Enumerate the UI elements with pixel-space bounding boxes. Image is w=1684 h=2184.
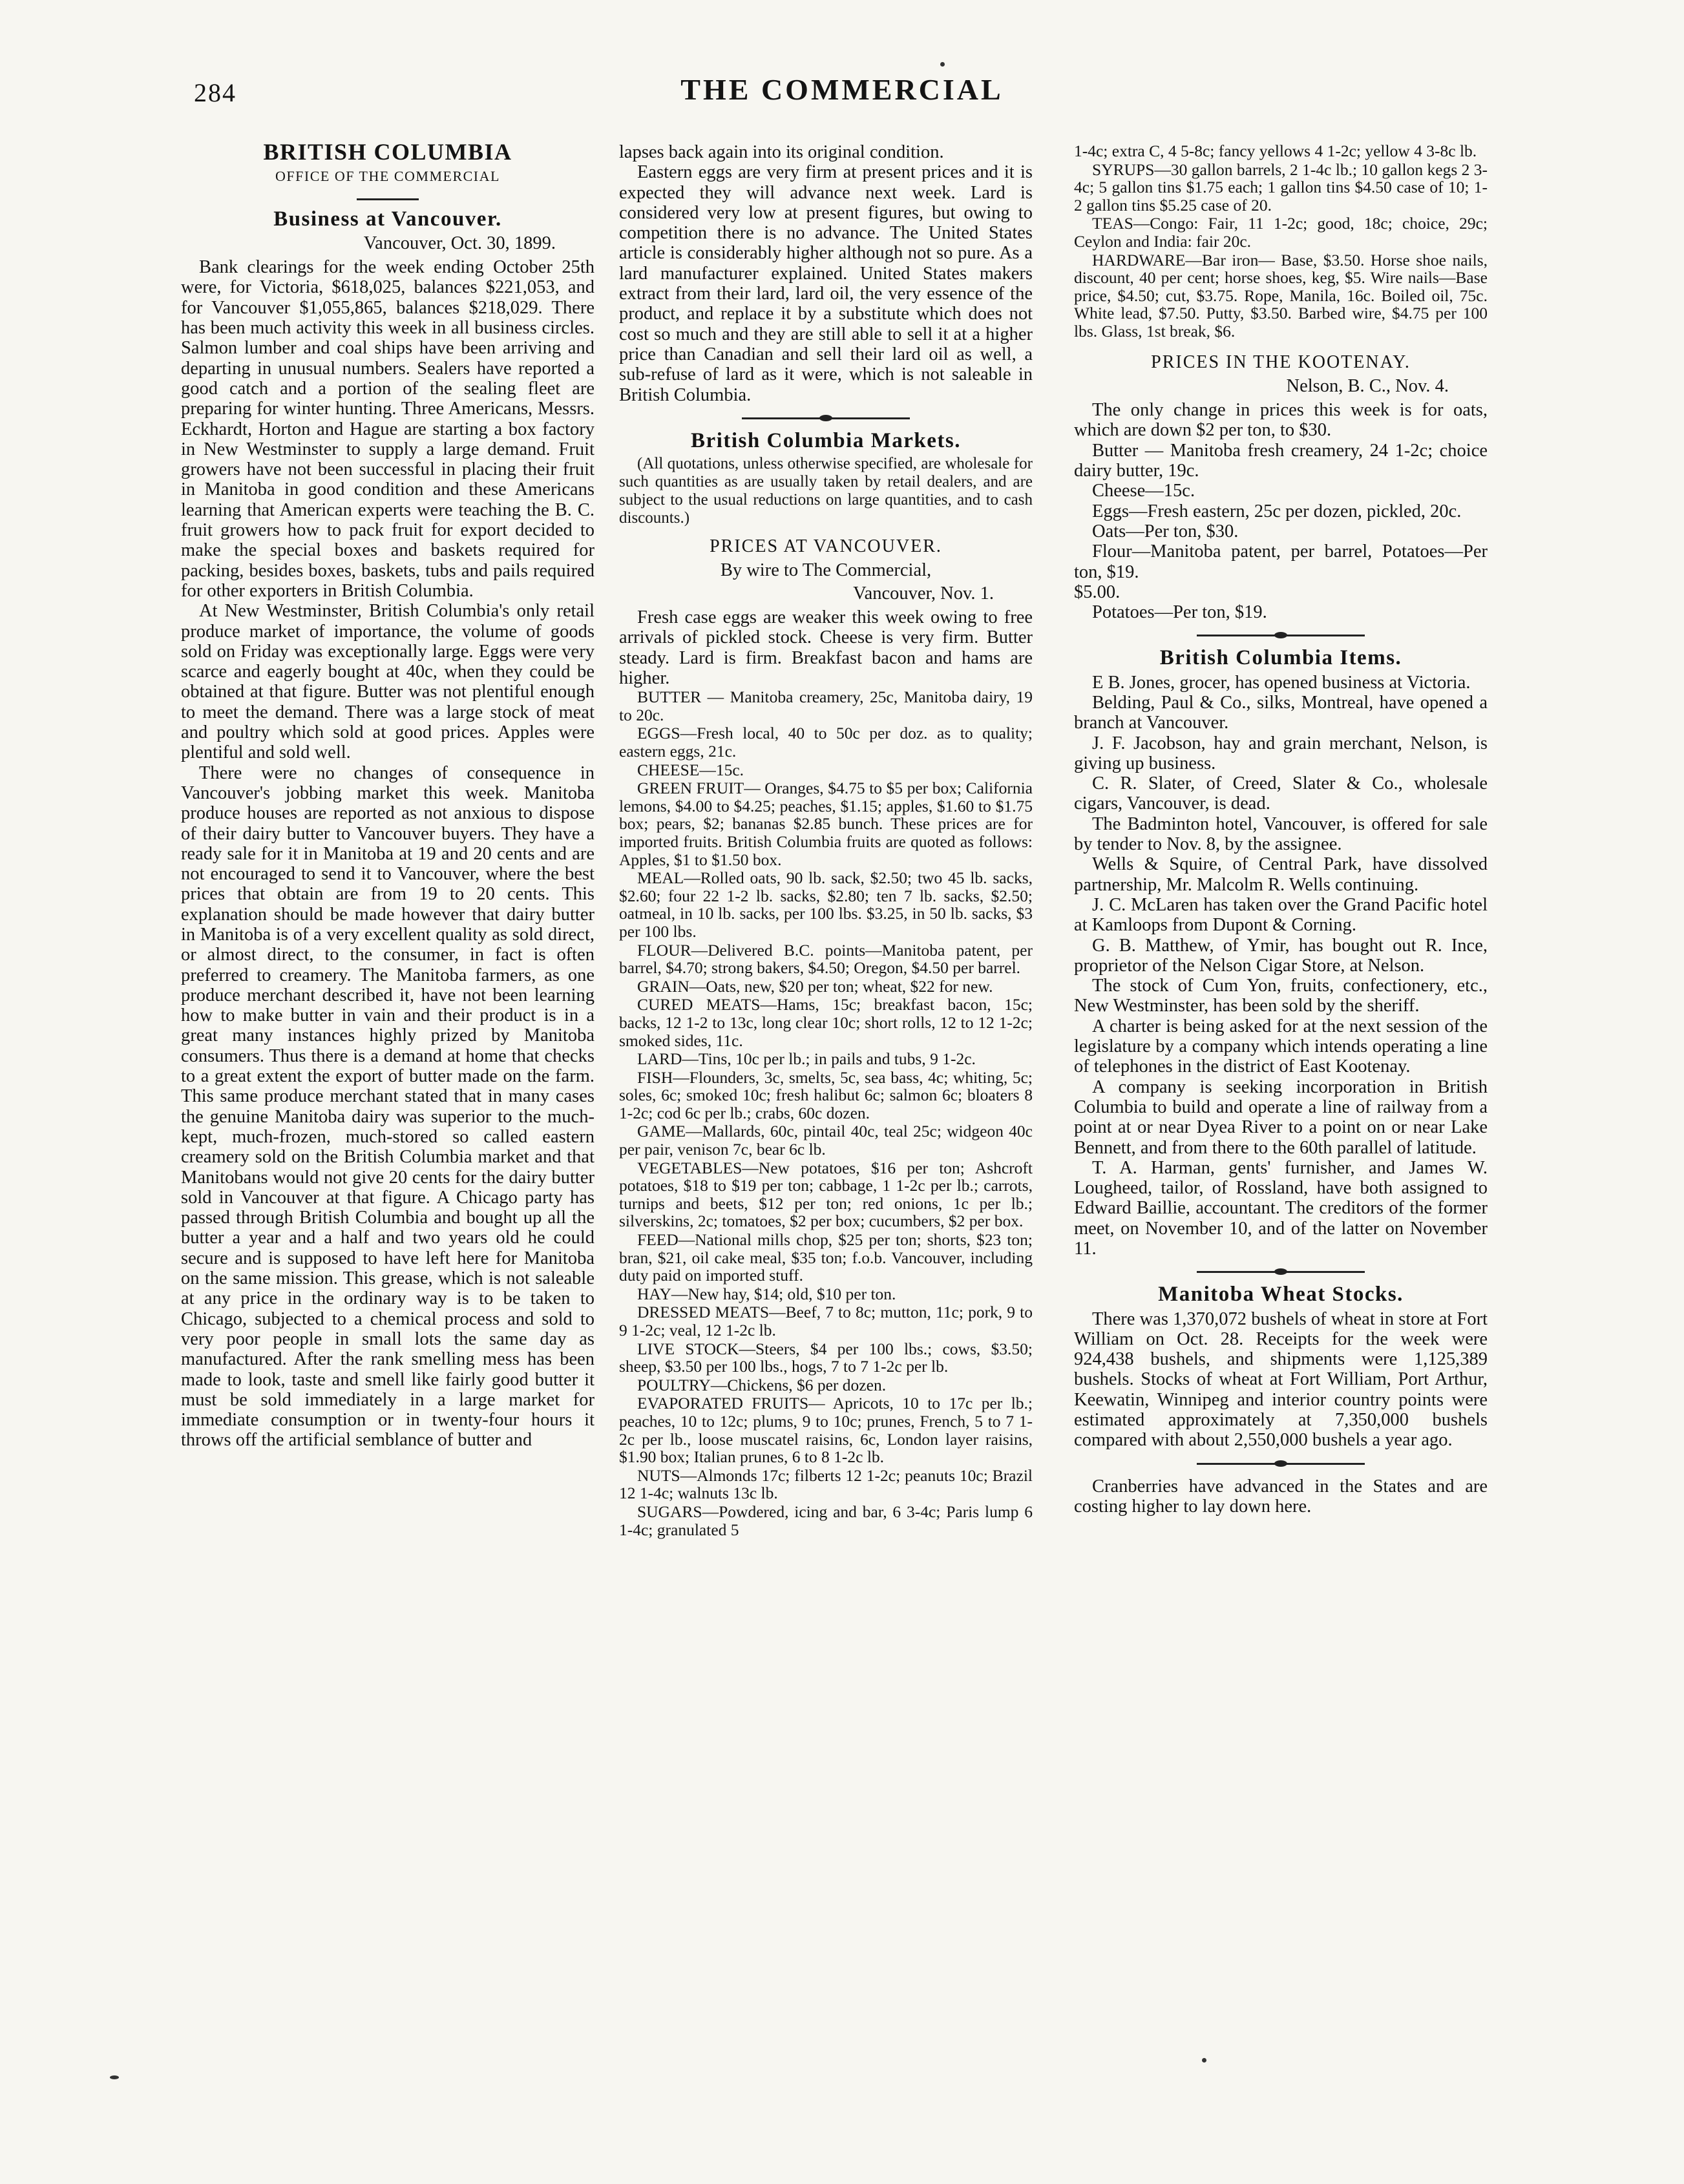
price-item: FEED—National mills chop, $25 per ton; shorts, $23 ton; bran, $21, oil cake meal, $35 ton; f.o.b. Vancouver, including duty paid on imported stuff. xyxy=(619,1230,1033,1285)
price-item: GRAIN—Oats, new, $20 per ton; wheat, $22 for new. xyxy=(637,976,993,996)
price-item: LARD—Tins, 10c per lb.; in pails and tubs, 9 1-2c. xyxy=(637,1049,976,1069)
print-speck xyxy=(110,2075,119,2079)
kootenay-item: Cheese—15c. xyxy=(1092,481,1195,501)
print-speck xyxy=(940,62,945,67)
price-item: SYRUPS—30 gallon barrels, 2 1-4c lb.; 10 gallon kegs 2 3-4c; 5 gallon tins $1.75 each; 1 gallon tins $4.50 case of 10; 1-2 gallon tins $5.25 case of 20. xyxy=(1074,160,1488,215)
price-item: DRESSED MEATS—Beef, 7 to 8c; mutton, 11c; pork, 9 to 9 1-2c; veal, 12 1-2c lb. xyxy=(619,1303,1033,1340)
news-item: A company is seeking incorporation in British Columbia to build and operate a line of railway from a point at or near Dyea River to a point on or near Lake Bennett, and from there to the 60th parallel of latitude. xyxy=(1074,1076,1488,1158)
news-item: T. A. Harman, gents' furnisher, and James W. Lougheed, tailor, of Rossland, have both assigned to Edward Baillie, accountant. The creditors of the former meet, on November 10, and of the latter on November 11. xyxy=(1074,1157,1488,1259)
price-item: BUTTER — Manitoba creamery, 25c, Manitoba dairy, 19 to 20c. xyxy=(619,688,1033,724)
price-item: NUTS—Almonds 17c; filberts 12 1-2c; peanuts 10c; Brazil 12 1-4c; walnuts 13c lb. xyxy=(619,1465,1033,1503)
prices-dateline: Vancouver, Nov. 1. xyxy=(853,583,994,604)
section-title: BRITISH COLUMBIA xyxy=(263,139,512,165)
kootenay-item: Eggs—Fresh eastern, 25c per dozen, pickled, 20c. xyxy=(1092,501,1462,521)
news-item: Belding, Paul & Co., silks, Montreal, have opened a branch at Vancouver. xyxy=(1074,692,1488,733)
kootenay-item: Butter — Manitoba fresh creamery, 24 1-2c; choice dairy butter, 19c. xyxy=(1074,440,1488,481)
news-item: The stock of Cum Yon, fruits, confectionery, etc., New Westminster, has been sold by the sheriff. xyxy=(1074,976,1488,1016)
prices-title: PRICES AT VANCOUVER. xyxy=(710,536,942,557)
column-1 xyxy=(181,139,595,1451)
article-paragraph: There were no changes of consequence in Vancouver's jobbing market this week. Manitoba produce houses are reported as not anxious to dispose of their dairy butter to Vancouver buyers. They have a ready sale for it in Manitoba at 19 and 20 cents and are not encouraged to send it to Vancouver, where the best prices that obtain are from 19 to 20 cents. This explanation should be made however that dairy butter in Manitoba is of a very excellent quality as sold direct, or almost direct, to the consumer, in fact is often preferred to creamery. The Manitoba farmers, as one produce merchant described it, have not been learning how to make butter in vain and their product is in a great many instances highly prized by Manitoba consumers. Thus there is a demand at home that checks to a great extent the export of butter made on the farm. This same produce merchant stated that in many cases the genuine Manitoba dairy was superior to the much-kept, much-frozen, much-stored so called eastern creamery sold on the British Columbia market and that Manitobans would not give 20 cents for the dairy butter sold in Vancouver at that figure. A Chicago party has passed through British Columbia and bought up all the butter a year and a half and two years old he could secure and is supposed to have left here for Manitoba on the same mission. This grease, which is not saleable at any price in the ordinary way is to be taken to Chicago, subjected to a chemical process and sold to very poor people in small lots the same day as manufactured. After the rank smelling mess has been made to look, taste and smell like fairly good butter it must be sold immediately in a large market for immediate consumption or in twenty-four hours it throws off the artificial semblance of butter and xyxy=(181,762,595,1451)
article-paragraph: There was 1,370,072 bushels of wheat in store at Fort William on Oct. 28. Receipts for the week were 924,438 bushels, and shipments were 1,125,389 bushels. Stocks of wheat at Fort William, Port Arthur, Keewatin, Winnipeg and interior country points were estimated approximately at 7,350,000 bushels compared with about 2,550,000 bushels a year ago. xyxy=(1074,1308,1488,1451)
article-title: Business at Vancouver. xyxy=(273,207,502,231)
kootenay-item: Potatoes—Per ton, $19. xyxy=(1092,602,1267,623)
price-item: LIVE STOCK—Steers, $4 per 100 lbs.; cows, $3.50; sheep, $3.50 per 100 lbs., hogs, 7 to 7 1-2c per lb. xyxy=(619,1339,1033,1376)
markets-note: (All quotations, unless otherwise specified, are wholesale for such quantities as are usually taken by retail dealers, and are subject to the usual reductions on large quantities, and to cash discounts.) xyxy=(619,455,1033,527)
article-paragraph: Eastern eggs are very firm at present prices and it is expected they will advance next week. Lard is considered very low at present figures, but owing to competition there is no advance. The United States article is considerably higher although not so pure. As a lard manufacturer explained. United States makers extract from their lard, lard oil, the very essence of the product, and replace it by a substitute which does not cost so much and they are still able to sell it at a higher price than Canadian and sell their lard oil as well, a sub-refuse of lard as it were, which is not saleable in British Columbia. xyxy=(619,162,1033,405)
section-divider xyxy=(1197,1460,1365,1467)
article-paragraph: At New Westminster, British Columbia's only retail produce market of importance, the volume of goods sold on Friday was exceptionally large. Eggs were very scarce and eagerly bought at 40c, when they could be obtained at that figure. Butter was not plentiful enough to meet the demand. There was a large stock of meat and poultry which sold at good prices. Apples were plentiful and sold well. xyxy=(181,601,595,763)
news-item: E B. Jones, grocer, has opened business at Victoria. xyxy=(1092,672,1471,693)
items-title: British Columbia Items. xyxy=(1159,646,1402,670)
news-item: Wells & Squire, of Central Park, have dissolved partnership, Mr. Malcolm R. Wells continuing. xyxy=(1074,854,1488,895)
price-item: GAME—Mallards, 60c, pintail 40c, teal 25c; widgeon 40c per pair, venison 7c, bear 6c lb. xyxy=(619,1122,1033,1159)
news-item: J. F. Jacobson, hay and grain merchant, Nelson, is giving up business. xyxy=(1074,733,1488,773)
article-paragraph: The only change in prices this week is for oats, which are down $2 per ton, to $30. xyxy=(1074,400,1488,441)
price-list xyxy=(619,688,1033,1538)
section-divider xyxy=(1197,631,1365,639)
kootenay-item: $5.00. xyxy=(1074,582,1121,602)
price-item: 1-4c; extra C, 4 5-8c; fancy yellows 4 1-2c; yellow 4 3-8c lb. xyxy=(1074,142,1477,160)
article-paragraph: Fresh case eggs are weaker this week owing to free arrivals of pickled stock. Cheese is very firm. Butter steady. Lard is firm. Breakfast bacon and hams are higher. xyxy=(619,607,1033,688)
news-item: J. C. McLaren has taken over the Grand Pacific hotel at Kamloops from Dupont & Corning. xyxy=(1074,894,1488,936)
column-2 xyxy=(619,142,1033,1539)
price-item: CHEESE—15c. xyxy=(637,760,744,779)
price-item: CURED MEATS—Hams, 15c; breakfast bacon, 15c; backs, 12 1-2 to 13c, long clear 10c; short rolls, 12 to 12 1-2c; smoked sides, 11c. xyxy=(619,995,1033,1050)
kootenay-title: PRICES IN THE KOOTENAY. xyxy=(1151,352,1411,372)
masthead: THE COMMERCIAL xyxy=(680,73,1004,106)
markets-title: British Columbia Markets. xyxy=(691,428,961,452)
section-divider xyxy=(1197,1268,1365,1276)
price-item: EGGS—Fresh local, 40 to 50c per doz. as to quality; eastern eggs, 21c. xyxy=(619,724,1033,761)
price-item: TEAS—Congo: Fair, 11 1-2c; good, 18c; choice, 29c; Ceylon and India: fair 20c. xyxy=(1074,214,1488,251)
article-dateline: Vancouver, Oct. 30, 1899. xyxy=(363,233,556,253)
price-item: FLOUR—Delivered B.C. points—Manitoba patent, per barrel, $4.70; strong bakers, $4.50; Oregon, $4.50 per barrel. xyxy=(619,940,1033,978)
news-item: A charter is being asked for at the next session of the legislature by a company which intends operating a line of telephones in the district of East Kootenay. xyxy=(1074,1016,1488,1077)
price-item: EVAPORATED FRUITS— Apricots, 10 to 17c per lb.; peaches, 10 to 12c; plums, 9 to 10c; prunes, French, 5 to 7 1-2c per lb., loose muscatel raisins, 6c, London layer raisins, $1.90 box; Italian prunes, 6 to 8 1-2c lb. xyxy=(619,1394,1033,1467)
article-paragraph: lapses back again into its original condition. xyxy=(619,142,944,162)
page-number: 284 xyxy=(194,78,237,107)
news-item: G. B. Matthew, of Ymir, has bought out R. Ince, proprietor of the Nelson Cigar Store, at Nelson. xyxy=(1074,935,1488,976)
kootenay-item: Oats—Per ton, $30. xyxy=(1092,521,1239,541)
kootenay-dateline: Nelson, B. C., Nov. 4. xyxy=(1286,375,1449,396)
price-item: SUGARS—Powdered, icing and bar, 6 3-4c; Paris lump 6 1-4c; granulated 5 xyxy=(619,1502,1033,1539)
price-item: HARDWARE—Bar iron— Base, $3.50. Horse shoe nails, discount, 40 per cent; horse shoes, keg, $5. Wire nails—Base price, $4.50; cut, $3.75. Rope, Manila, 16c. Boiled oil, 75c. White lead, $7.50. Putty, $3.50. Barbed wire, $4.75 per 100 lbs. Glass, 1st break, $6. xyxy=(1074,250,1488,341)
price-item: HAY—New hay, $14; old, $10 per ton. xyxy=(637,1284,896,1303)
kootenay-item: Flour—Manitoba patent, per barrel, Potatoes—Per ton, $19. xyxy=(1074,541,1488,582)
article-paragraph: Bank clearings for the week ending October 25th were, for Victoria, $618,025, balances $221,053, and for Vancouver $1,055,865, balances $218,029. There has been much activity this week in all business circles. Salmon lumber and coal ships have been arriving and departing in unusual numbers. Sealers have reported a good catch and a portion of the sealing fleet are preparing for winter hunting. Three Americans, Messrs. Eckhardt, Horton and Hague are starting a box factory in New Westminster to supply a large demand. Fruit growers have not been successful in placing their fruit in Manitoba in good condition and these Americans learning that American experts were teaching the B. C. fruit growers how to pack fruit for export decided to make the special boxes and baskets required for packing, besides boxes, baskets, tubs and pails required for other exporters in British Columbia. xyxy=(181,257,595,601)
column-3 xyxy=(1074,142,1488,1517)
price-item: FISH—Flounders, 3c, smelts, 5c, sea bass, 4c; whiting, 5c; soles, 6c; smoked 10c; fresh halibut 6c; salmon 6c; bloaters 8 1-2c; cod 6c per lb.; crabs, 60c dozen. xyxy=(619,1067,1033,1122)
print-speck xyxy=(1202,2058,1206,2063)
price-item: VEGETABLES—New potatoes, $16 per ton; Ashcroft potatoes, $18 to $19 per ton; cabbage, 1 1-2c per lb.; carrots, turnips and beets, $12 per ton; red onions, 1c per lb.; silverskins, 2c; tomatoes, $2 per box; cucumbers, $2 per box. xyxy=(619,1158,1033,1231)
news-item: The Badminton hotel, Vancouver, is offered for sale by tender to Nov. 8, by the assignee. xyxy=(1074,814,1488,855)
by-wire-line: By wire to The Commercial, xyxy=(720,560,932,581)
section-subtitle: OFFICE OF THE COMMERCIAL xyxy=(275,168,500,185)
price-item: GREEN FRUIT— Oranges, $4.75 to $5 per box; California lemons, $4.00 to $4.25; peaches, $1.15; apples, $1.60 to $1.75 box; pears, $2; bananas $2.85 bunch. These prices are for imported fruits. British Columbia fruits are quoted as follows: Apples, $1 to $1.50 box. xyxy=(619,779,1033,869)
section-divider xyxy=(742,414,910,422)
price-list-continued xyxy=(1074,142,1488,341)
price-item: MEAL—Rolled oats, 90 lb. sack, $2.50; two 45 lb. sacks, $2.60; four 22 1-2 lb. sacks, $2.80; ten 7 lb. sacks, $2.50; oatmeal, in 10 lb. sacks, per 100 lbs. $3.25, in 50 lb. sacks, $3 per 100 lbs. xyxy=(619,868,1033,941)
wheat-title: Manitoba Wheat Stocks. xyxy=(1158,1283,1404,1307)
divider xyxy=(357,198,419,200)
price-item: POULTRY—Chickens, $6 per dozen. xyxy=(637,1375,887,1394)
news-item: C. R. Slater, of Creed, Slater & Co., wholesale cigars, Vancouver, is dead. xyxy=(1074,773,1488,814)
article-paragraph: Cranberries have advanced in the States and are costing higher to lay down here. xyxy=(1074,1476,1488,1517)
